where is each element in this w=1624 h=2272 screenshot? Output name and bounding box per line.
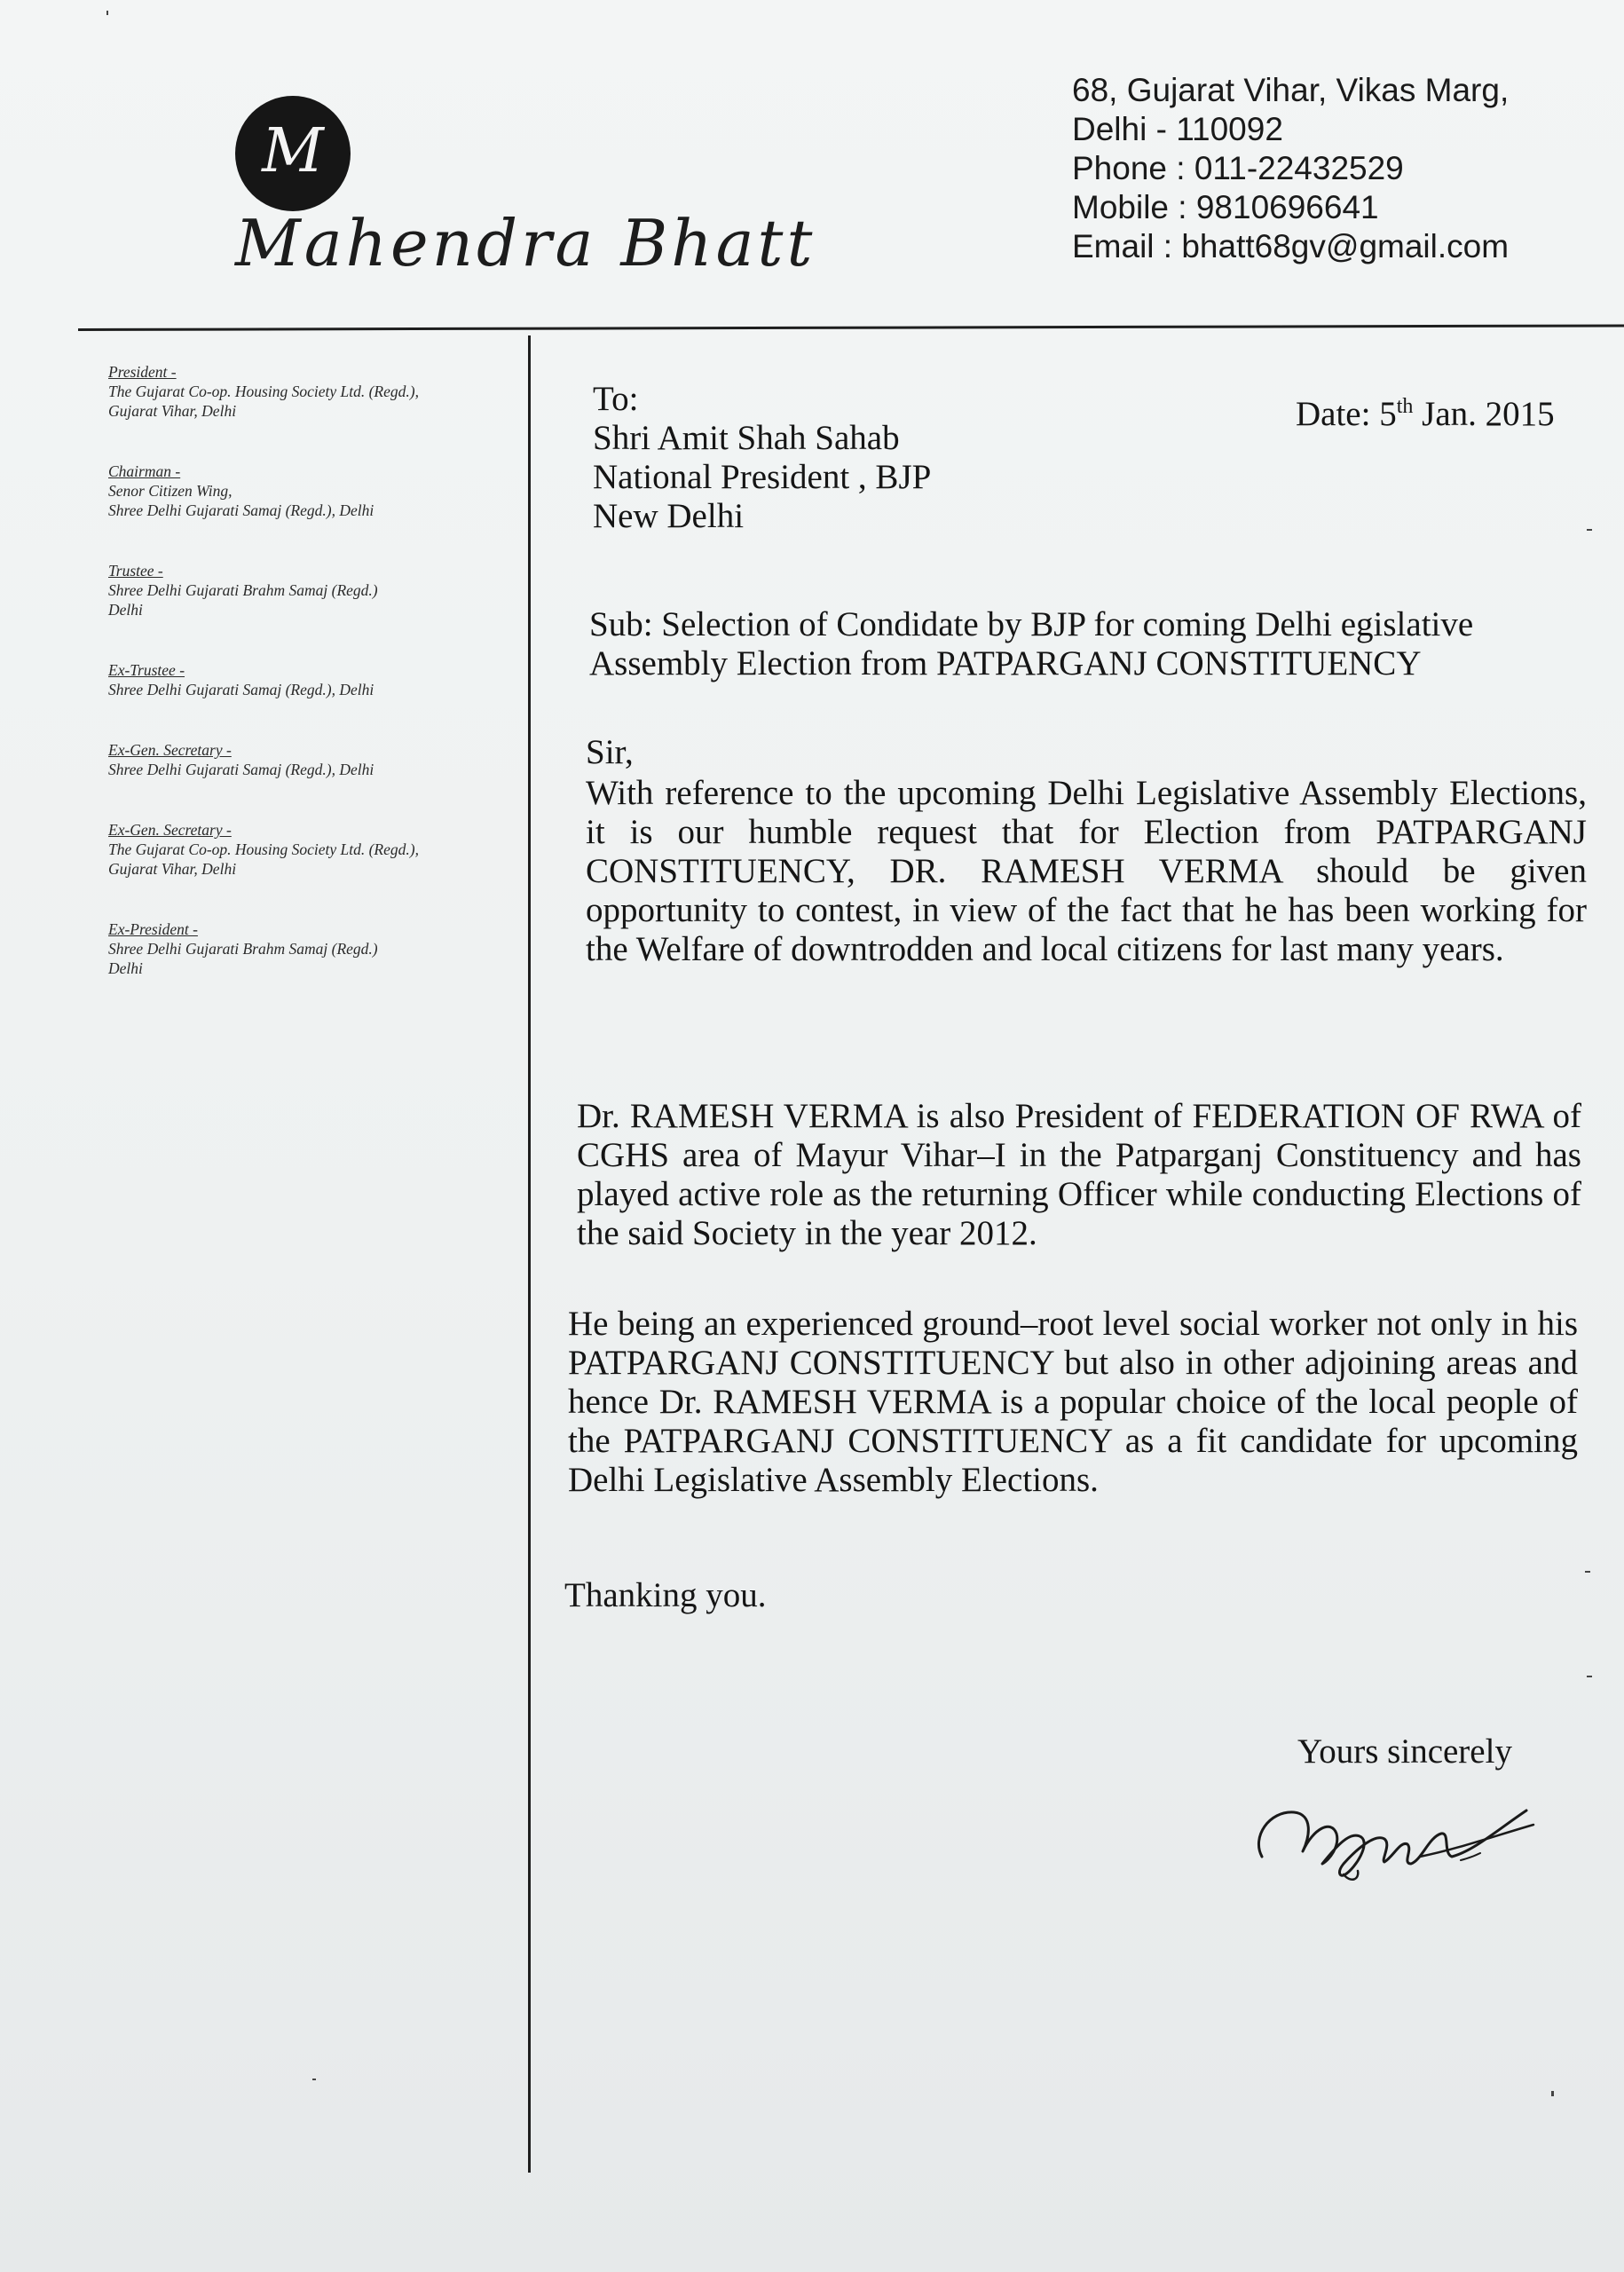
contact-phone: Phone : 011-22432529 bbox=[1072, 150, 1404, 186]
role-entry bbox=[108, 660, 525, 699]
to-label: To: bbox=[593, 380, 639, 418]
closing-line: Yours sincerely bbox=[1297, 1732, 1512, 1771]
role-line: Senor Citizen Wing, bbox=[108, 482, 233, 500]
date-suffix: Jan. 2015 bbox=[1413, 395, 1555, 433]
role-line: Delhi bbox=[108, 959, 143, 977]
scan-speck bbox=[106, 11, 108, 15]
role-entry bbox=[108, 362, 525, 421]
role-title: President - bbox=[108, 363, 177, 381]
role-line: Shree Delhi Gujarati Brahm Samaj (Regd.) bbox=[108, 940, 378, 958]
recipient-title: National President , BJP bbox=[593, 458, 932, 496]
header-divider bbox=[78, 324, 1624, 331]
column-divider bbox=[528, 335, 531, 2173]
subject-line bbox=[589, 605, 1601, 683]
role-title: Trustee - bbox=[108, 562, 163, 580]
date-ordinal: th bbox=[1396, 395, 1414, 418]
role-line: Gujarat Vihar, Delhi bbox=[108, 402, 237, 420]
contact-mobile: Mobile : 9810696641 bbox=[1072, 189, 1379, 225]
body-paragraph-2: Dr. RAMESH VERMA is also President of FEDERATION OF RWA of CGHS area of Mayur Vihar–I in the Patparganj Constituency and has played active role as the returning Officer while conducting Elections of the said Society in the year 2012. bbox=[577, 1097, 1581, 1252]
logo-letter: M bbox=[262, 116, 324, 186]
role-line: Shree Delhi Gujarati Samaj (Regd.), Delhi bbox=[108, 501, 374, 519]
role-entry bbox=[108, 561, 525, 619]
date-prefix: Date: 5 bbox=[1296, 395, 1397, 433]
role-title: Chairman - bbox=[108, 462, 181, 480]
recipient-city: New Delhi bbox=[593, 497, 745, 535]
role-line: Shree Delhi Gujarati Samaj (Regd.), Delhi bbox=[108, 761, 374, 778]
subject-line-1: Sub: Selection of Condidate by BJP for coming Delhi egislative bbox=[589, 605, 1474, 643]
scan-speck bbox=[1587, 529, 1592, 531]
role-title: Ex-Gen. Secretary - bbox=[108, 741, 232, 759]
contact-city: Delhi - 110092 bbox=[1072, 111, 1283, 147]
role-entry bbox=[108, 740, 525, 779]
body-paragraph-1: With reference to the upcoming Delhi Legislative Assembly Elections, it is our humble request that for Election from PATPARGANJ CONSTITUENCY, DR. RAMESH VERMA should be given opportunity to contest, in view of the fact that he has been working for the Welfare of downtrodden and local citizens for last many years. bbox=[586, 774, 1587, 968]
salutation: Sir, bbox=[586, 733, 634, 771]
role-entry bbox=[108, 462, 525, 520]
signature-image bbox=[1251, 1775, 1544, 1890]
role-entry bbox=[108, 919, 525, 978]
contact-email: Email : bhatt68gv@gmail.com bbox=[1072, 228, 1510, 264]
roles-sidebar bbox=[108, 362, 525, 1019]
monogram-logo bbox=[235, 96, 351, 211]
recipient-name: Shri Amit Shah Sahab bbox=[593, 419, 900, 457]
body-paragraph-3: He being an experienced ground–root level social worker not only in his PATPARGANJ CONSTITUENCY but also in other adjoining areas and hence Dr. RAMESH VERMA is a popular choice of the local people of the PATPARGANJ CONSTITUENCY as a fit candidate for upcoming Delhi Legislative Assembly Elections. bbox=[568, 1305, 1578, 1499]
role-line: Delhi bbox=[108, 601, 143, 619]
role-title: Ex-Trustee - bbox=[108, 661, 185, 679]
contact-address: 68, Gujarat Vihar, Vikas Marg, bbox=[1072, 72, 1510, 108]
letter-date bbox=[1296, 387, 1555, 434]
role-title: Ex-Gen. Secretary - bbox=[108, 821, 232, 839]
scan-speck bbox=[312, 2079, 316, 2080]
thanks-line: Thanking you. bbox=[564, 1576, 767, 1614]
role-title: Ex-President - bbox=[108, 920, 198, 938]
letterhead-name: Mahendra Bhatt bbox=[235, 206, 816, 280]
role-line: Shree Delhi Gujarati Brahm Samaj (Regd.) bbox=[108, 581, 378, 599]
contact-block bbox=[1072, 71, 1509, 266]
role-line: Shree Delhi Gujarati Samaj (Regd.), Delhi bbox=[108, 681, 374, 698]
subject-line-2: Assembly Election from PATPARGANJ CONSTITUENCY bbox=[589, 644, 1422, 682]
scan-speck bbox=[1551, 2091, 1554, 2096]
role-entry bbox=[108, 820, 525, 879]
recipient-block bbox=[593, 380, 931, 536]
role-line: Gujarat Vihar, Delhi bbox=[108, 860, 237, 878]
role-line: The Gujarat Co-op. Housing Society Ltd. (Regd.), bbox=[108, 383, 419, 400]
role-line: The Gujarat Co-op. Housing Society Ltd. (Regd.), bbox=[108, 840, 419, 858]
scan-speck bbox=[1585, 1571, 1590, 1573]
scan-speck bbox=[1587, 1676, 1592, 1677]
